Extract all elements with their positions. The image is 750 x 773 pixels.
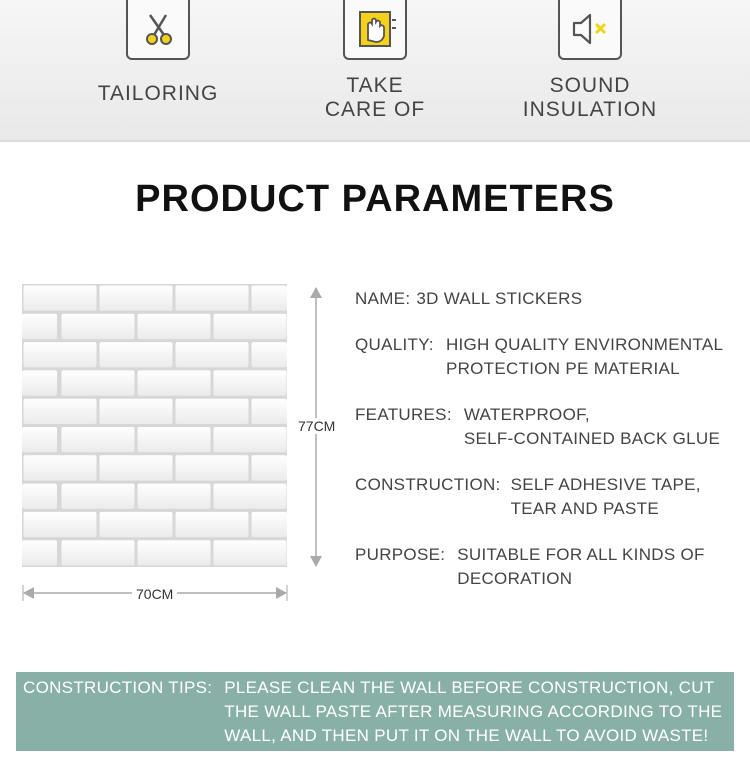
construction-tips-banner (16, 672, 734, 751)
brick (176, 286, 249, 311)
brick (176, 512, 249, 537)
brick (22, 427, 57, 452)
brick (176, 342, 249, 367)
sound-mute-icon (558, 0, 622, 60)
brick (138, 540, 211, 565)
height-dimension-label: 77CM (298, 418, 336, 434)
brick (138, 314, 211, 339)
param-key: QUALITY: (355, 335, 434, 354)
product-parameters-list (355, 287, 745, 591)
feature-label: SOUND INSULATION (522, 74, 658, 121)
brick (22, 314, 57, 339)
page-title: PRODUCT PARAMETERS (135, 178, 615, 220)
param-value: 3D WALL STICKERS (416, 289, 583, 308)
brick (22, 370, 57, 395)
param-construction (355, 473, 745, 521)
param-key: PURPOSE: (355, 545, 446, 564)
brick (62, 427, 135, 452)
brick (22, 484, 57, 509)
brick (252, 342, 288, 367)
brick (252, 399, 288, 424)
brick (176, 455, 249, 480)
brick (22, 540, 57, 565)
brick (252, 286, 288, 311)
brick (138, 370, 211, 395)
brick (24, 512, 97, 537)
brick (62, 314, 135, 339)
brick (214, 540, 287, 565)
brick (100, 512, 173, 537)
param-key: CONSTRUCTION: (355, 475, 501, 494)
brick (62, 370, 135, 395)
brick (214, 370, 287, 395)
tips-text: PLEASE CLEAN THE WALL BEFORE CONSTRUCTION, CUT THE WALL PASTE AFTER MEASURING ACCORDING TO THE WALL, AND THEN PUT IT ON THE WALL TO AVOID WASTE! (224, 678, 723, 745)
width-dimension-label: 70CM (132, 586, 177, 602)
brick (62, 484, 135, 509)
param-value: SELF ADHESIVE TAPE, TEAR AND PASTE (510, 475, 701, 518)
param-value: HIGH QUALITY ENVIRONMENTAL PROTECTION PE MATERIAL (445, 335, 724, 378)
feature-tailoring (78, 0, 238, 106)
brick (24, 455, 97, 480)
brick (24, 342, 97, 367)
cleaning-hand-icon (343, 0, 407, 60)
feature-label: TAILORING (97, 82, 219, 105)
brick (100, 399, 173, 424)
brick (100, 455, 173, 480)
feature-take-care (295, 0, 455, 122)
brick (24, 399, 97, 424)
tips-label: CONSTRUCTION TIPS: (23, 678, 213, 697)
param-value: SUITABLE FOR ALL KINDS OF DECORATION (457, 545, 705, 588)
param-value: WATERPROOF, SELF-CONTAINED BACK GLUE (463, 405, 721, 448)
param-key: NAME: (355, 289, 411, 308)
param-quality (355, 333, 745, 381)
param-key: FEATURES: (355, 405, 452, 424)
feature-sound-insulation (510, 0, 670, 122)
brick (252, 512, 288, 537)
brick (24, 286, 97, 311)
scissors-icon (126, 0, 190, 60)
brick (176, 399, 249, 424)
brick (214, 427, 287, 452)
brick (214, 484, 287, 509)
brick-wall-image (22, 284, 287, 567)
brick (100, 286, 173, 311)
brick (252, 455, 288, 480)
feature-label: TAKE CARE OF (324, 74, 426, 121)
param-name (355, 287, 745, 311)
brick (100, 342, 173, 367)
brick (62, 540, 135, 565)
brick (138, 427, 211, 452)
param-features (355, 403, 745, 451)
brick (214, 314, 287, 339)
param-purpose (355, 543, 745, 591)
brick (138, 484, 211, 509)
